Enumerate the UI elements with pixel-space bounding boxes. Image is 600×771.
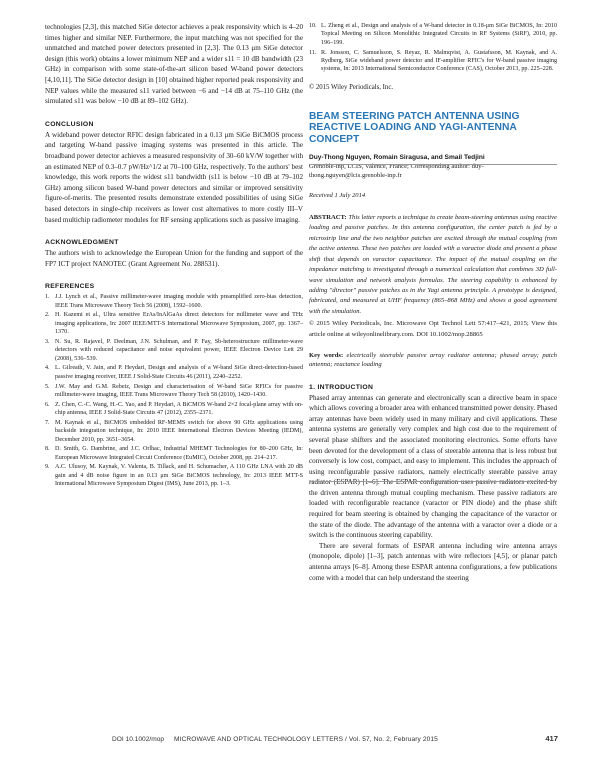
keywords-label: Key words: — [309, 351, 344, 359]
conclusion-text: A wideband power detector RFIC design fabricated in a 0.13 μm SiGe BiCMOS process and targeting W-band passive imaging systems was presented in this article. The broadband power detector achieves a measured responsivity of 30–60 kV/W together with an estimated NEP of 0.3–0.7 pW/Hz^1/2 at 70–100 GHz, respectively. To the authors' best knowledge, this work reports the widest s11 bandwidth (s11 is below −10 dB at 79–102 GHz) among silicon based W-band power detectors and similar or improved sensitivity figure-of-merits. The presented results demonstrate extended possibilities of using SiGe based detectors in single-chip receivers as lower cost alternatives to more costly III–V based multichip radiometer modules for RF sensing applications such as passive imaging. — [45, 130, 303, 224]
footer-doi: DOI 10.1002/mop — [112, 736, 165, 743]
left-column — [45, 22, 303, 489]
page-footer — [112, 734, 558, 743]
abstract-label: ABSTRACT: — [309, 214, 347, 222]
copyright-citation: © 2015 Wiley Periodicals, Inc. Microwave Opt Technol Lett 57:417–421, 2015; View this article online at wileyonlinelibrary.com. DOI 10.1002/mop.28865 — [309, 320, 557, 338]
footer-journal: MICROWAVE AND OPTICAL TECHNOLOGY LETTERS / Vol. 57, No. 2, February 2015 — [174, 736, 438, 743]
reference-list — [45, 293, 303, 488]
reference-item: 8. D. Smith, G. Dambrine, and J.C. Orlhac, Industrial MHEMT Technologies for 80–200 GHz, In: European Microwave Integrated Circuit Conference (EuMIC), October 2008, pp. 214–217. — [45, 446, 303, 461]
keywords-text: electrically steerable passive array radiator antenna; phased array; patch antenna; reactance loading — [309, 351, 557, 368]
article-title: BEAM STEERING PATCH ANTENNA USING REACTIVE LOADING AND YAGI-ANTENNA CONCEPT — [309, 110, 520, 145]
reference-list-continued — [309, 22, 557, 74]
right-column — [309, 22, 557, 583]
abstract-citation — [309, 319, 557, 340]
reference-item: 6. Z. Chen, C.-C. Wang, H.-C. Yao, and P. Heydari, A BiCMOS W-band 2×2 focal-plane array with on-chip antenna, IEEE J Solid-State Circuits 47 (2012), 2355–2371. — [45, 401, 303, 417]
paragraph-detector-comparison: technologies [2,3], this matched SiGe detector achieves a peak responsivity which is 4–20 times higher and similar NEP. Furthermore, the input matching was not specified for the unmatched and matched power detectors presented in [2,3]. The 0.13 μm SiGe detector design (this work) obtains a lower minimum NEP and a wider s11 = 10 dB bandwidth (23 GHz) in comparison with some state-of-the-art silicon based W-band power detectors [4,10,11]. The SiGe detector design in [10] obtained higher reported peak responsivity and NEP values while the measured s11 varied between −6 and −14 dB at 75–110 GHz (the simulated s11 was below −10 dB at 89–102 GHz). — [45, 23, 303, 106]
reference-item: 9. A.C. Ulusoy, M. Kaynak, V. Valenta, B. Tillack, and H. Schumacher, A 110 GHz LNA with 20 dB gain and 4 dB noise figure in an 0.13 μm SiGe BiCMOS technology, In: 2013 IEEE MTT-S International Microwave Symposium Digest (IMS), June 2013, pp. 1–3. — [45, 464, 303, 488]
author-affiliation: Grenoble-inp, LCIS, Valence, France; Corresponding author: duy-thong.nguyen@lcis.grenoble-inp.fr — [309, 163, 484, 179]
acknowledgment-heading: ACKNOWLEDGMENT — [45, 239, 119, 247]
received-date: Received 1 July 2014 — [309, 192, 366, 200]
reference-item: 10. L. Zheng et al., Design and analysis of a W-band detector in 0.18-μm SiGe BiCMOS, In: 2010 Topical Meeting on Silicon Monolithic Integrated Circuits in RF Systems (SiRF), 2010, pp. 196–199. — [309, 23, 557, 46]
introduction-heading: 1. INTRODUCTION — [309, 383, 374, 391]
article-authors: Duy-Thong Nguyen, Romain Siragusa, and Smail Tedjini — [309, 154, 485, 162]
page-number: 417 — [545, 734, 558, 743]
conclusion-heading: CONCLUSION — [45, 120, 94, 128]
reference-item: 5. J.W. May and G.M. Rebeiz, Design and characterisation of W-band SiGe RFICs for passive millimeter-wave imaging, IEEE Trans Microwave Theory Tech 58 (2010), 1420–1430. — [45, 383, 303, 399]
keywords — [309, 352, 557, 370]
reference-item: 11. R. Jonsson, C. Samuelsson, S. Reyaz, R. Malmqvist, A. Gustafsson, M. Kaynak, and A. Rydberg, SiGe wideband power detector and IF-amplifier RFIC's for W-band passive imaging systems, In: 2013 International Semiconductor Conference (CAS), October 2013, pp. 225–228. — [309, 49, 557, 73]
abstract — [309, 213, 557, 317]
title-top-rule — [309, 164, 557, 165]
introduction-paragraph-2: There are several formats of ESPAR antenna including wire antenna arrays (monopole, dipole) [1–3], patch antennas with wire reflectors [4,5], or planar patch antenna arrays [6–8]. Among these ESPAR antenna configurations, a few publications come with a model that can help understand the steering — [309, 541, 557, 582]
reference-item: 2. H. Kazemi et al., Ultra sensitive ErAs/InAlGaAs direct detectors for millimeter wave and THz imaging applications, In: 2007 IEEE/MTT-S International Microwave Symposium, 2007, pp. 1367–1370. — [45, 312, 303, 336]
introduction-paragraph-1: Phased array antennas can generate and electronically scan a directive beam in space which allows covering a broader area with enhanced transmitted power density. Phased array antennas have been widely used in many military and civil applications. These antenna systems are generally very complex and high cost due to the requirement of several phase shifters and the associated monitoring electronics. Some efforts have been devoted for the development of a class of steerable antenna that is less robust but conversely is low cost, compact, and easy to implement. This includes the approach of using reconfigurable passive radiators, namely electrically steerable passive array radiator (ESPAR) [1–6]. The ESPAR configuration uses passive radiators excited by the driven antenna through mutual coupling mechanism. These passive radiators are loaded with reconfigurable reactance (varactor or PIN diode) and the phase shift required for beam steering is obtained by changing the capacitance of the varactor or the state of the diode. The advantage of the antenna with a varactor over a diode or a switch is the continuous steering capability. — [309, 393, 557, 540]
acknowledgment-text: The authors wish to acknowledge the European Union for the funding and support of the FP7 ICT project NANOTEC (Grant Agreement No. 288531). — [45, 249, 303, 268]
copyright-notice: © 2015 Wiley Periodicals, Inc. — [309, 83, 394, 91]
reference-item: 1. J.J. Lynch et al., Passive millimeter-wave imaging module with preamplified zero-bias detection, IEEE Trans Microwave Theory Tech 56 (2008), 1592–1600. — [45, 294, 303, 309]
reference-item: 4. L. Gilreath, V. Jain, and P. Heydari, Design and analysis of a W-band SiGe direct-detection-based passive imaging receiver, IEEE J Solid-State Circuits 46 (2011), 2240–2252. — [45, 365, 303, 380]
keywords-bottom-rule — [309, 481, 557, 482]
abstract-text: This letter reports a technique to create beam-steering antennas using reactive loading and passive patches. In this antenna configuration, the center patch is fed by a microstrip line and the two neighbor patches are excited through the mutual coupling from the active antenna. These two patches are loaded with a varactor diode and present a phase shift that depends on varactor capacitance. The impact of the mutual coupling on the impedance matching is investigated through a numerical calculation that combines 3D full-wave simulation and network analysis formulas. The steering capability is enhanced by adding "director" passive patches as in the Yagi antenna principle. A prototype is designed, fabricated, and measured at UHF frequency (865–868 MHz) and shows a good agreement with the simulation. — [309, 214, 557, 315]
references-heading: REFERENCES — [45, 283, 95, 291]
reference-item: 3. N. Su, R. Rajavel, P. Deelman, J.N. Schulman, and P. Fay, Sb-heterostructure millimeter-wave detectors with reduced capacitance and noise equivalent power, IEEE Electron Device Lett 29 (2008), 536–539. — [45, 338, 303, 362]
reference-item: 7. M. Kaynak et al., BiCMOS embedded RF-MEMS switch for above 90 GHz applications using backside integration technique, In: 2010 IEEE International Electron Devices Meeting (IEDM), December 2010, pp. 3651–3654. — [45, 419, 303, 443]
